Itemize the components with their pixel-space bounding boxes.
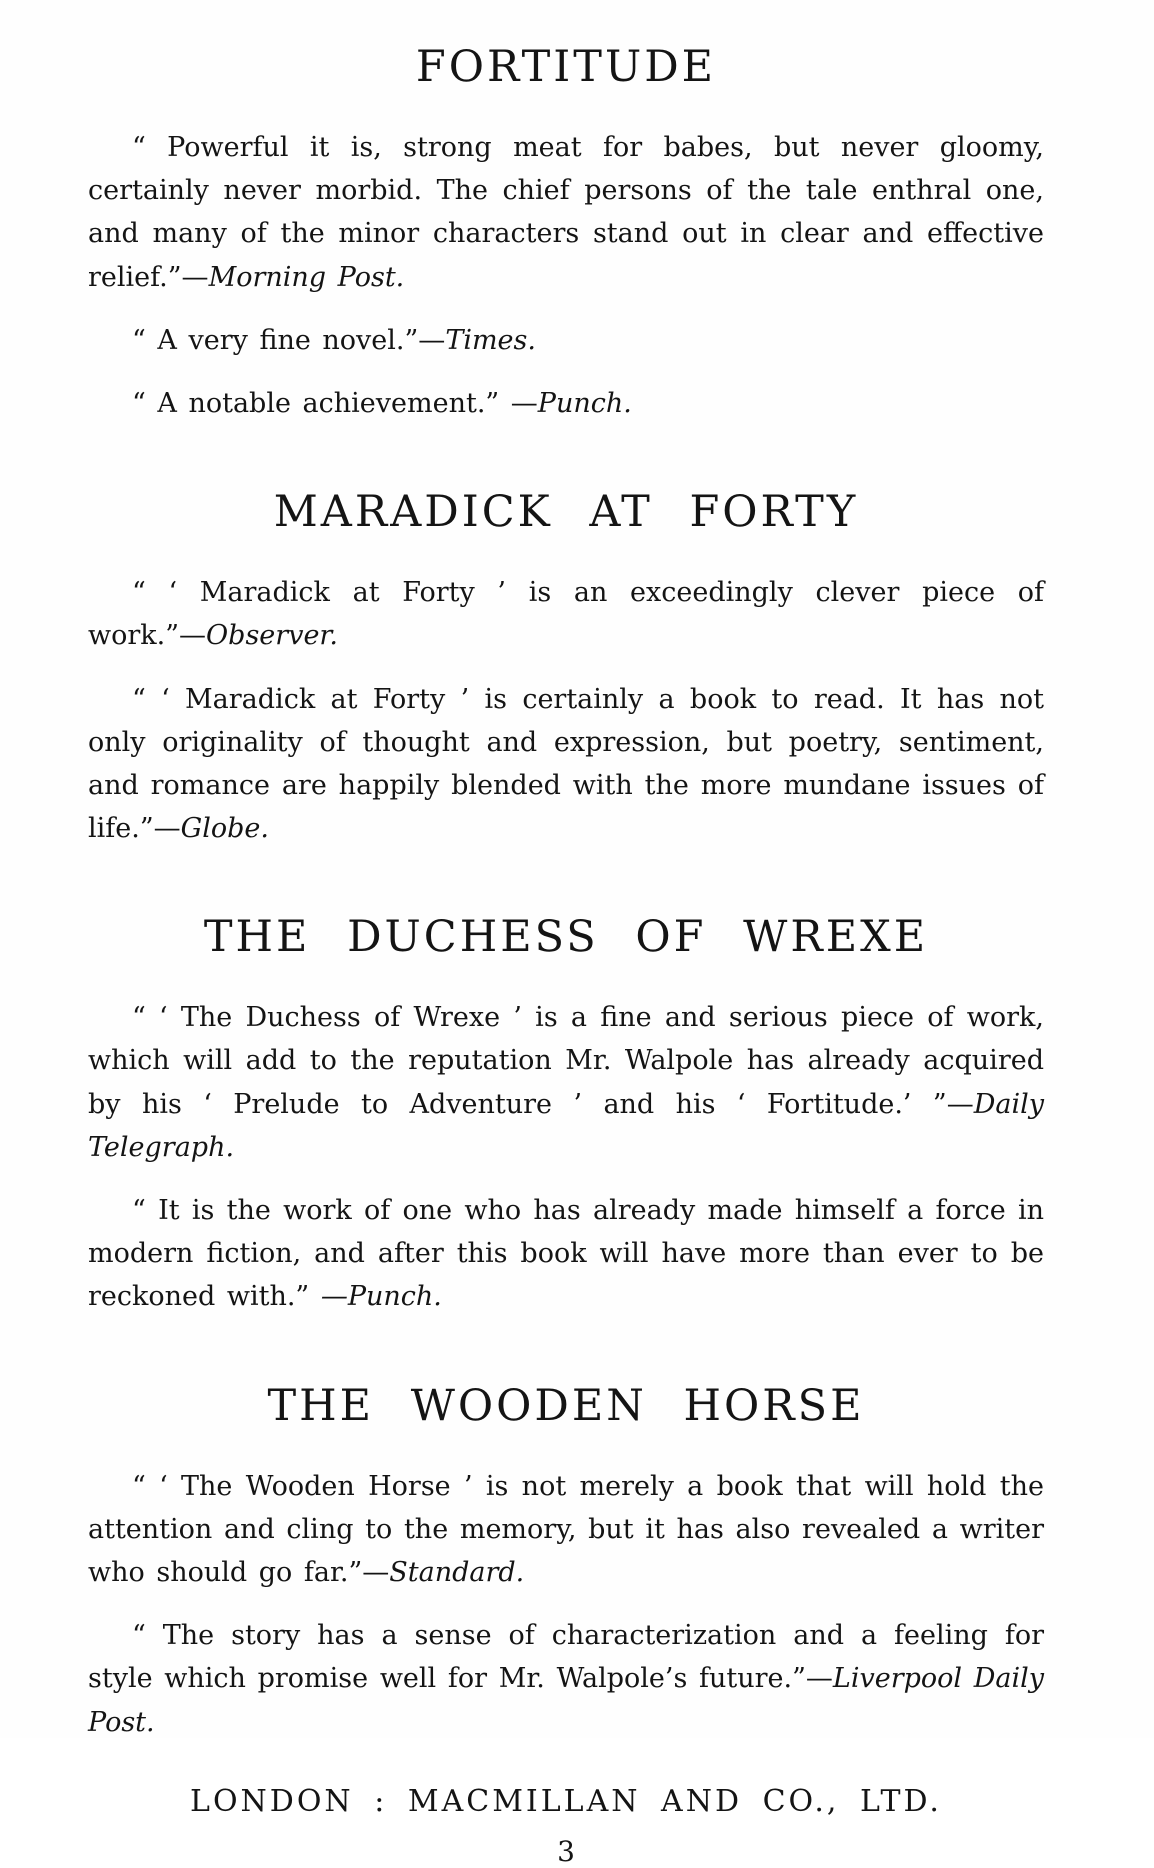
review-source: Observer.: [206, 620, 338, 652]
review-source: Punch.: [537, 387, 632, 419]
book-title-heading: THE WOODEN HORSE: [267, 1380, 865, 1431]
review-source: Globe.: [180, 813, 269, 845]
review-quote: [88, 996, 1044, 1169]
review-source: —Punch.: [320, 1281, 442, 1313]
review-quote: [88, 571, 1044, 657]
review-text: “ ‘ Maradick at Forty ’ is an exceedingly clever piece of work.”—: [88, 577, 1044, 652]
review-text: “ ‘ The Wooden Horse ’ is not merely a book that will hold the attention and cling to the memory, but it has also revealed a writer who should go far.”—: [88, 1470, 1044, 1588]
review-quote: [88, 126, 1044, 299]
review-source: Liverpool Daily Post.: [88, 1663, 1045, 1738]
review-quote: [88, 1614, 1044, 1744]
review-quote: [88, 319, 1044, 362]
review-text: “ The story has a sense of characterization and a feeling for style which promise well for Mr. Walpole’s future.”—: [88, 1620, 1044, 1695]
review-text: “ A notable achievement.” —: [132, 387, 538, 419]
book-title-heading: FORTITUDE: [415, 42, 717, 92]
review-source: Morning Post.: [208, 261, 405, 293]
section-fortitude: [88, 42, 1044, 425]
book-title-heading: MARADICK AT FORTY: [273, 487, 859, 538]
review-quote: [88, 678, 1044, 851]
review-source: Times.: [445, 324, 536, 356]
review-text: “ It is the work of one who has already made himself a force in modern fiction, and after this book will have more than ever to be reckoned with.”: [88, 1195, 1044, 1313]
section-duchess-of-wrexe: [88, 912, 1044, 1318]
review-text: “ ‘ The Duchess of Wrexe ’ is a fine and serious piece of work, which will add to the reputation Mr. Walpole has already acquired by his ‘ Prelude to Adventure ’ and his ‘ Fortitude.’ ”—: [88, 1002, 1044, 1120]
page-number: 3: [557, 1834, 575, 1868]
review-quote: [88, 1189, 1044, 1319]
review-source: Standard.: [389, 1556, 525, 1588]
section-maradick-at-forty: [88, 487, 1044, 850]
book-title-heading: THE DUCHESS OF WREXE: [203, 912, 929, 963]
review-text: “ Powerful it is, strong meat for babes, but never gloomy, certainly never morbid. The chief persons of the tale enthral one, and many of the minor characters stand out in clear and effective relief.”—: [88, 132, 1044, 293]
review-quote: [88, 382, 1044, 425]
review-text: “ A very fine novel.”—: [132, 324, 446, 356]
review-quote: [88, 1465, 1044, 1595]
section-wooden-horse: [88, 1381, 1044, 1744]
review-source: Daily Telegraph.: [88, 1088, 1044, 1163]
publisher-line: LONDON : MACMILLAN AND CO., LTD.: [190, 1783, 942, 1819]
review-text: “ ‘ Maradick at Forty ’ is certainly a book to read. It has not only originality of thought and expression, but poetry, sentiment, and romance are happily blended with the more mundane issues of life.”—: [88, 683, 1044, 845]
